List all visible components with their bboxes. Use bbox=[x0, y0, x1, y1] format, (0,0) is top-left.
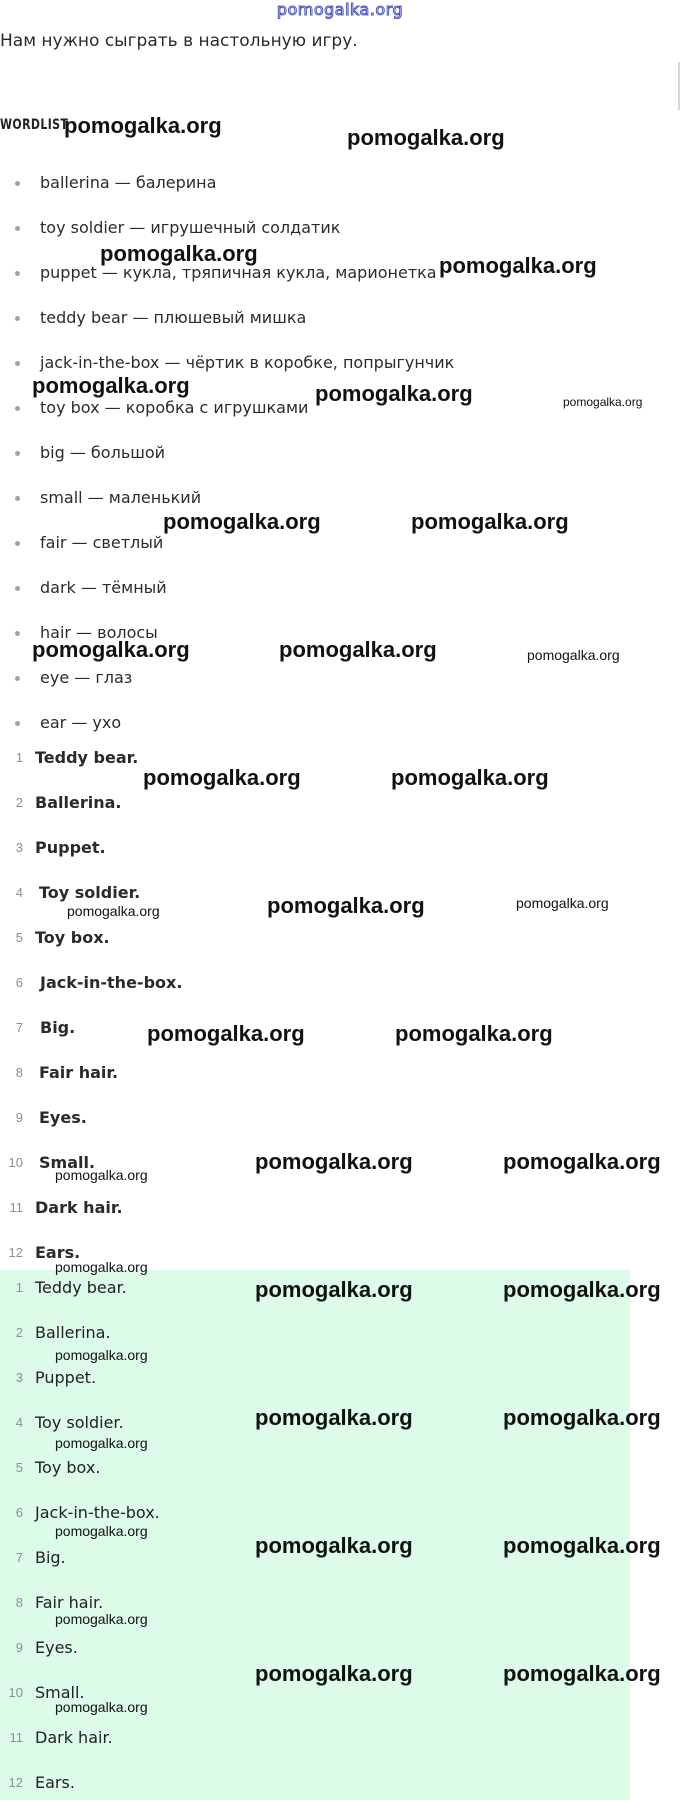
site-logo[interactable]: pomogalka.org bbox=[276, 0, 404, 19]
bullet-icon bbox=[15, 271, 20, 276]
watermark: pomogalka.org bbox=[563, 395, 643, 409]
watermark: pomogalka.org bbox=[503, 1405, 661, 1430]
bullet-icon bbox=[15, 676, 20, 681]
watermark: pomogalka.org bbox=[163, 509, 321, 534]
watermark: pomogalka.org bbox=[503, 1277, 661, 1302]
bullet-icon bbox=[15, 406, 20, 411]
bullet-icon bbox=[15, 496, 20, 501]
watermark: pomogalka.org bbox=[255, 1277, 413, 1302]
watermark: pomogalka.org bbox=[516, 895, 609, 911]
watermark: pomogalka.org bbox=[279, 637, 437, 662]
watermark: pomogalka.org bbox=[100, 241, 258, 266]
watermark: pomogalka.org bbox=[503, 1149, 661, 1174]
watermark: pomogalka.org bbox=[55, 1523, 148, 1539]
watermark: pomogalka.org bbox=[32, 637, 190, 662]
watermark: pomogalka.org bbox=[55, 1167, 148, 1183]
watermark: pomogalka.org bbox=[55, 1611, 148, 1627]
watermark: pomogalka.org bbox=[55, 1699, 148, 1715]
watermark: pomogalka.org bbox=[411, 509, 569, 534]
watermark: pomogalka.org bbox=[503, 1533, 661, 1558]
watermark: pomogalka.org bbox=[55, 1347, 148, 1363]
watermark: pomogalka.org bbox=[143, 765, 301, 790]
watermark: pomogalka.org bbox=[255, 1661, 413, 1686]
watermark: pomogalka.org bbox=[527, 647, 620, 663]
bullet-icon bbox=[15, 541, 20, 546]
watermark: pomogalka.org bbox=[67, 903, 160, 919]
bullet-icon bbox=[15, 631, 20, 636]
watermark: pomogalka.org bbox=[255, 1405, 413, 1430]
bullet-icon bbox=[15, 316, 20, 321]
watermark: pomogalka.org bbox=[147, 1021, 305, 1046]
watermark: pomogalka.org bbox=[55, 1435, 148, 1451]
bullet-icon bbox=[15, 181, 20, 186]
watermark: pomogalka.org bbox=[503, 1661, 661, 1686]
wordlist-heading: WORDLIST bbox=[0, 117, 69, 133]
watermark: pomogalka.org bbox=[255, 1533, 413, 1558]
intro-text: Нам нужно сыграть в настольную игру. bbox=[0, 31, 358, 51]
watermark: pomogalka.org bbox=[267, 893, 425, 918]
watermark: pomogalka.org bbox=[32, 373, 190, 398]
bullet-icon bbox=[15, 586, 20, 591]
watermark: pomogalka.org bbox=[55, 1259, 148, 1275]
bullet-icon bbox=[15, 721, 20, 726]
watermark: pomogalka.org bbox=[347, 125, 505, 150]
bullet-icon bbox=[15, 451, 20, 456]
bullet-icon bbox=[15, 226, 20, 231]
watermark: pomogalka.org bbox=[395, 1021, 553, 1046]
watermark: pomogalka.org bbox=[439, 253, 597, 278]
watermark: pomogalka.org bbox=[64, 113, 222, 138]
watermark: pomogalka.org bbox=[255, 1149, 413, 1174]
watermark: pomogalka.org bbox=[315, 381, 473, 406]
bullet-icon bbox=[15, 361, 20, 366]
watermark: pomogalka.org bbox=[391, 765, 549, 790]
